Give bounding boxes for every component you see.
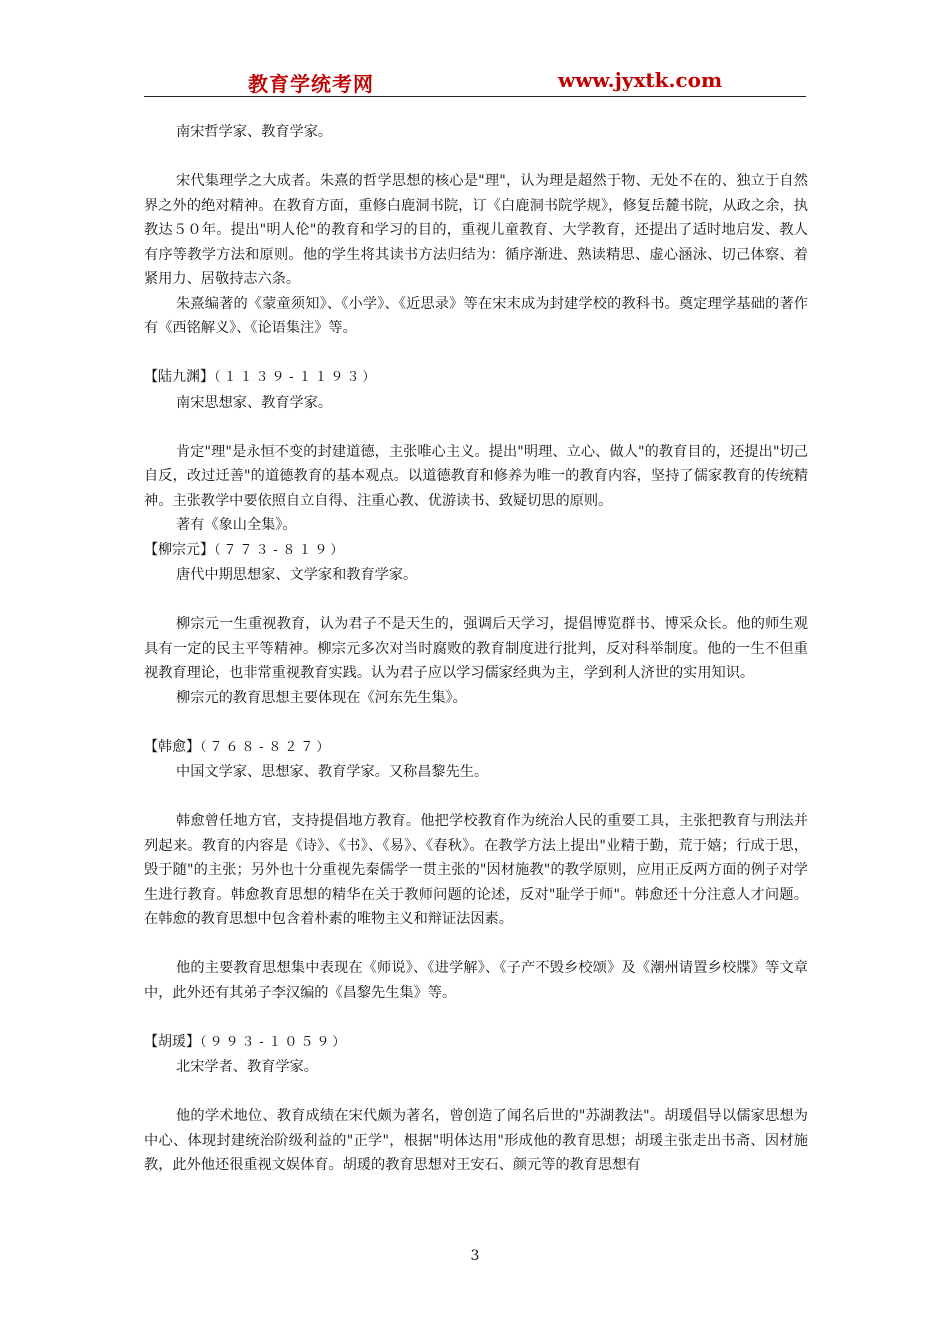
blank-line [144,341,808,366]
person-name: 【韩愈】 [144,738,200,755]
page-header [144,66,806,97]
paragraph: 北宋学者、教育学家。 [176,1059,318,1075]
person-heading [144,538,808,564]
blank-line [144,145,808,170]
person-heading [144,1030,808,1056]
blank-line [144,415,808,440]
paragraph: 柳宗元一生重视教育，认为君子不是天生的，强调后天学习，提倡博览群书、博采众长。他的师生观具有一定的民主平等精神。柳宗元多次对当时腐败的教育制度进行批判，反对科举制度。他的一生不但重视教育理论，也非常重视教育实践。认为君子应以学习儒家经典为主，学到利人济世的实用知识。 [144,616,808,681]
site-name: 教育学统考网 [248,72,374,96]
paragraph: 朱熹编著的《蒙童须知》、《小学》、《近思录》等在宋末成为封建学校的教科书。奠定理学基础的著作有《西铭解义》、《论语集注》等。 [144,295,808,336]
paragraph: 他的学术地位、教育成绩在宋代颇为著名，曾创造了闻名后世的"苏湖教法"。胡瑗倡导以儒家思想为中心、体现封建统治阶级利益的"正学"，根据"明体达用"形成他的教育思想；胡瑗主张走出书斋、因材施教，此外他还很重视文娱体育。胡瑗的教育思想对王安石、颜元等的教育思想有 [144,1108,808,1173]
site-url: www.jyxtk.com [558,68,723,92]
blank-line [144,588,808,613]
blank-line [144,1005,808,1030]
person-years: （７６８-８２７） [200,739,333,755]
paragraph: 唐代中期思想家、文学家和教育学家。 [176,567,418,583]
person-name: 【胡瑗】 [144,1033,200,1050]
paragraph: 肯定"理"是永恒不变的封建道德，主张唯心主义。提出"明理、立心、做人"的教育目的，还提出"切己自反，改过迁善"的道德教育的基本观点。以道德教育和修养为唯一的教育内容，坚持了儒家教育的传统精神。主张教学中要依照自立自得、注重心教、优游读书、致疑切思的原则。 [144,443,808,509]
blank-line [144,785,808,810]
paragraph: 韩愈曾任地方官，支持提倡地方教育。他把学校教育作为统治人民的重要工具，主张把教育与刑法并列起来。教育的内容是《诗》、《书》、《易》、《春秋》。在教学方法上提出"业精于勤，荒于嬉；行成于思，毁于随"的主张；另外也十分重视先秦儒学一贯主张的"因材施教"的教学原则，应用正反两方面的例子对学生进行教育。韩愈教育思想的精华在关于教师问题的论述，反对"耻学于师"。韩愈还十分注意人才问题。在韩愈的教育思想中包含着朴素的唯物主义和辩证法因素。 [144,813,808,927]
paragraph: 柳宗元的教育思想主要体现在《河东先生集》。 [176,689,467,706]
person-name: 【陆九渊】 [144,369,214,385]
person-years: （１１３９-１１９３） [214,370,379,385]
paragraph: 南宋思想家、教育学家。 [176,394,333,411]
blank-line [144,1080,808,1105]
paragraph: 他的主要教育思想集中表现在《师说》、《进学解》、《子产不毁乡校颂》及《潮州请置乡校牒》等文章中，此外还有其弟子李汉编的《昌黎先生集》等。 [144,960,808,1001]
paragraph: 南宋哲学家、教育学家。 [176,124,333,140]
blank-line [144,710,808,735]
paragraph: 著有《象山全集》。 [176,517,297,533]
blank-line [144,932,808,957]
document-body [144,120,808,1178]
person-years: （９９３-１０５９） [200,1034,349,1050]
paragraph: 中国文学家、思想家、教育学家。又称昌黎先生。 [176,764,489,780]
person-heading [144,735,808,761]
page-number: 3 [470,1248,480,1264]
paragraph: 宋代集理学之大成者。朱熹的哲学思想的核心是"理"，认为理是超然于物、无处不在的、独立于自然界之外的绝对精神。在教育方面，重修白鹿洞书院，订《白鹿洞书院学规》，修复岳麓书院，从政之余，执教达５０年。提出"明人伦"的教育和学习的目的，重视儿童教育、大学教育，还提出了适时地启发、教人有序等教学方法和原则。他的学生将其读书方法归结为：循序渐进、熟读精思、虚心涵泳、切己体察、着紧用力、居敬持志六条。 [144,173,808,287]
person-heading [144,365,808,391]
person-name: 【柳宗元】 [144,541,214,558]
person-years: （７７３-８１９） [214,542,347,558]
